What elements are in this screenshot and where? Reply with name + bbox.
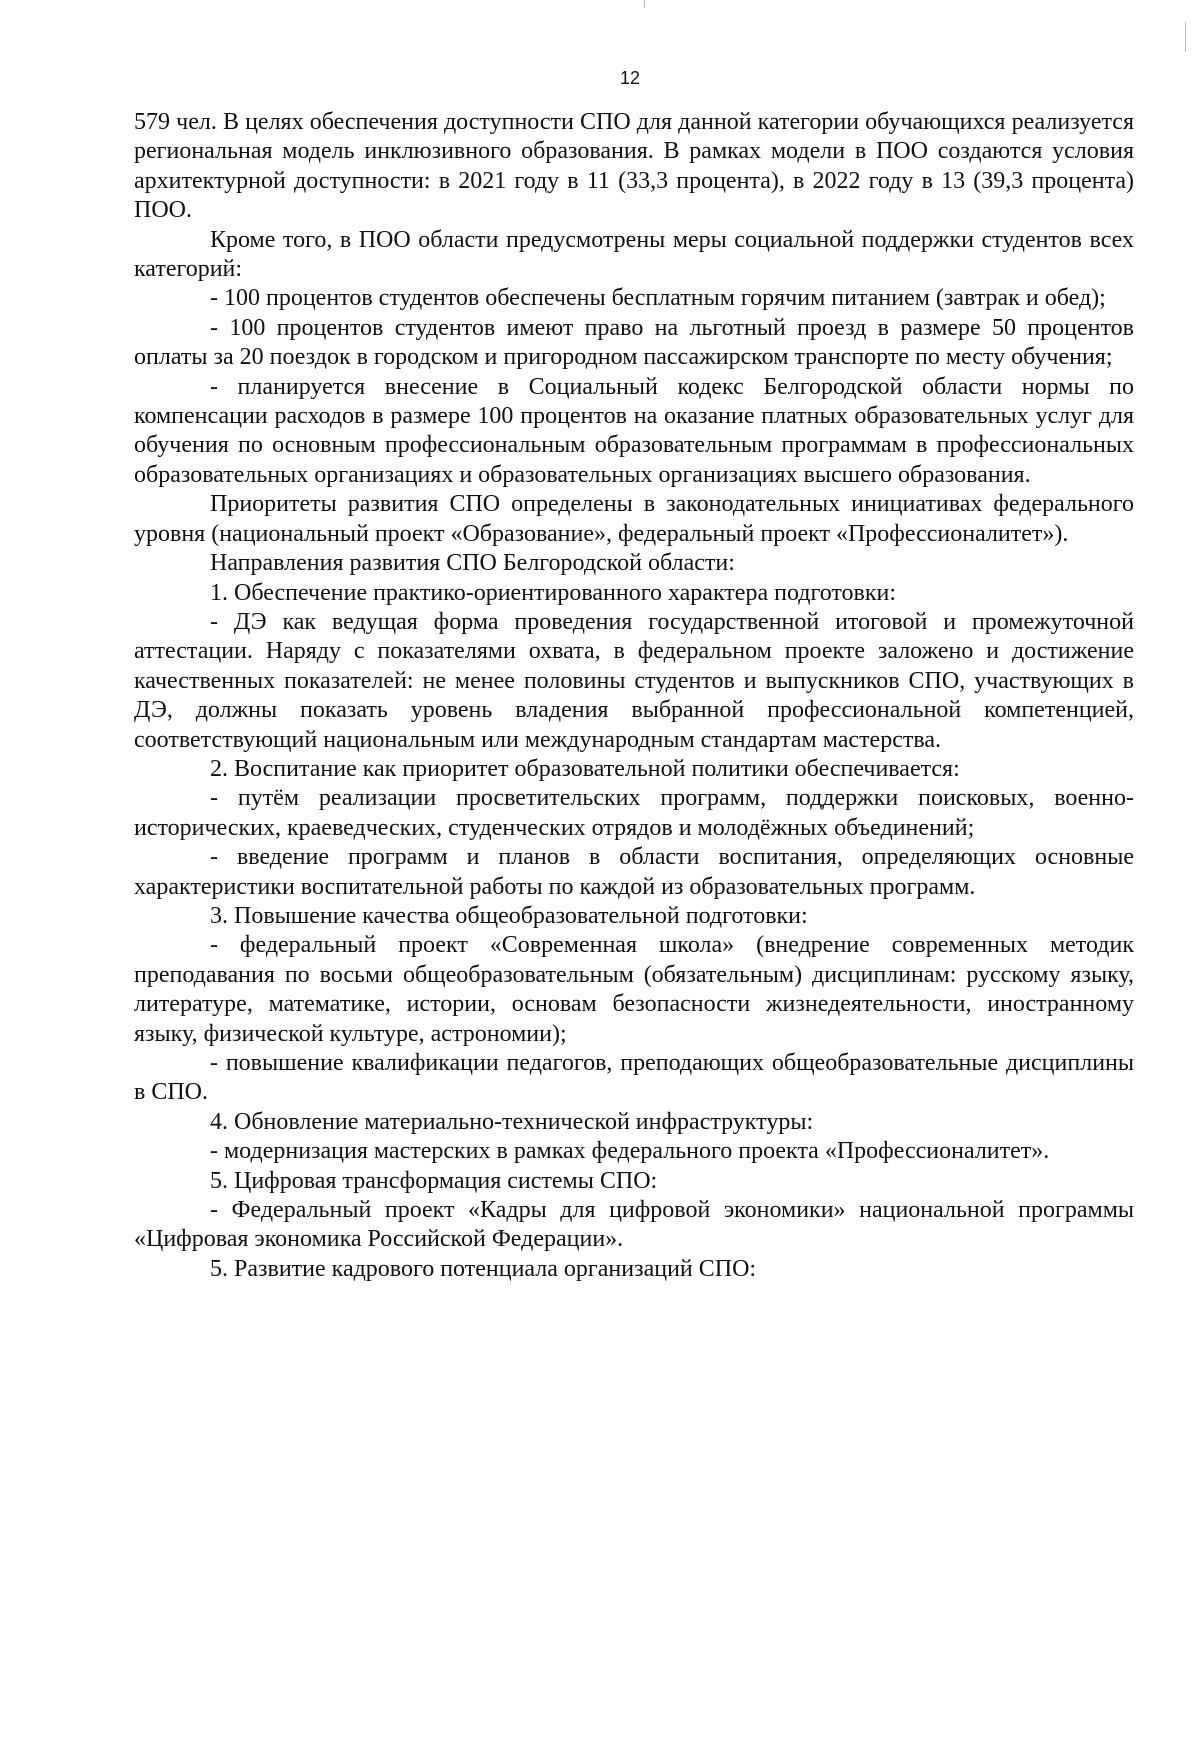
list-item: - 100 процентов студентов имеют право на льготный проезд в размере 50 процентов оплаты за 20 поездок в городском и пригородном пассажирском транспорте по месту обучения; <box>134 314 1134 371</box>
page-number: 12 <box>619 68 641 88</box>
paragraph: Приоритеты развития СПО определены в законодательных инициативах федерального уровня (национальный проект «Образование», федеральный проект «Профессионалитет»). <box>134 491 1134 547</box>
numbered-item: 4. Обновление материально-технической инфраструктуры: <box>210 1108 814 1135</box>
section-heading: Направления развития СПО Белгородской области: <box>210 550 735 577</box>
numbered-item: 1. Обеспечение практико-ориентированного характера подготовки: <box>210 579 897 606</box>
paragraph: 579 чел. В целях обеспечения доступности СПО для данной категории обучающихся реализуется региональная модель инклюзивного образования. В рамках модели в ПОО создаются условия архитектурной доступности: в 2021 году в 11 (33,3 процента), в 2022 году в 13 (39,3 процента) ПОО. <box>134 109 1134 224</box>
paragraph: Кроме того, в ПОО области предусмотрены меры социальной поддержки студентов всех категорий: <box>134 226 1134 283</box>
list-item: - путём реализации просветительских программ, поддержки поисковых, военно-исторических, краеведческих, студенческих отрядов и молодёжных объединений; <box>134 785 1134 841</box>
numbered-item: 2. Воспитание как приоритет образовательной политики обеспечивается: <box>210 755 960 782</box>
document-body <box>134 108 1134 1284</box>
numbered-item: 5. Цифровая трансформация системы СПО: <box>210 1167 658 1194</box>
list-item: - федеральный проект «Современная школа» (внедрение современных методик преподавания по восьми общеобразовательным (обязательным) дисциплинам: русскому языку, литературе, математике, истории, основам безопасности жизнедеятельности, иностранному языку, физической культуре, астрономии); <box>134 932 1134 1047</box>
list-item: - планируется внесение в Социальный кодекс Белгородской области нормы по компенсации расходов в размере 100 процентов на оказание платных образовательных услуг для обучения по основным профессиональным образовательным программам в профессиональных образовательных организациях и образовательных организациях высшего образования. <box>134 373 1134 488</box>
list-item: - повышение квалификации педагогов, преподающих общеобразовательные дисциплины в СПО. <box>134 1050 1134 1106</box>
numbered-item: 5. Развитие кадрового потенциала организаций СПО: <box>210 1255 757 1282</box>
list-item: - введение программ и планов в области воспитания, определяющих основные характеристики воспитательной работы по каждой из образовательных программ. <box>134 844 1134 900</box>
list-item: - модернизация мастерских в рамках федерального проекта «Профессионалитет». <box>210 1138 1050 1165</box>
numbered-item: 3. Повышение качества общеобразовательной подготовки: <box>210 902 808 929</box>
scan-edge-mark <box>644 0 645 8</box>
list-item: - ДЭ как ведущая форма проведения государственной итоговой и промежуточной аттестации. Наряду с показателями охвата, в федеральном проекте заложено и достижение качественных показателей: не менее половины студентов и выпускников СПО, участвующих в ДЭ, должны показать уровень владения выбранной профессиональной компетенцией, соответствующий национальным или международным стандартам мастерства. <box>134 608 1134 753</box>
scan-edge-mark <box>1185 22 1186 52</box>
list-item: - 100 процентов студентов обеспечены бесплатным горячим питанием (завтрак и обед); <box>210 285 1106 312</box>
list-item: - Федеральный проект «Кадры для цифровой экономики» национальной программы «Цифровая экономика Российской Федерации». <box>134 1197 1134 1253</box>
